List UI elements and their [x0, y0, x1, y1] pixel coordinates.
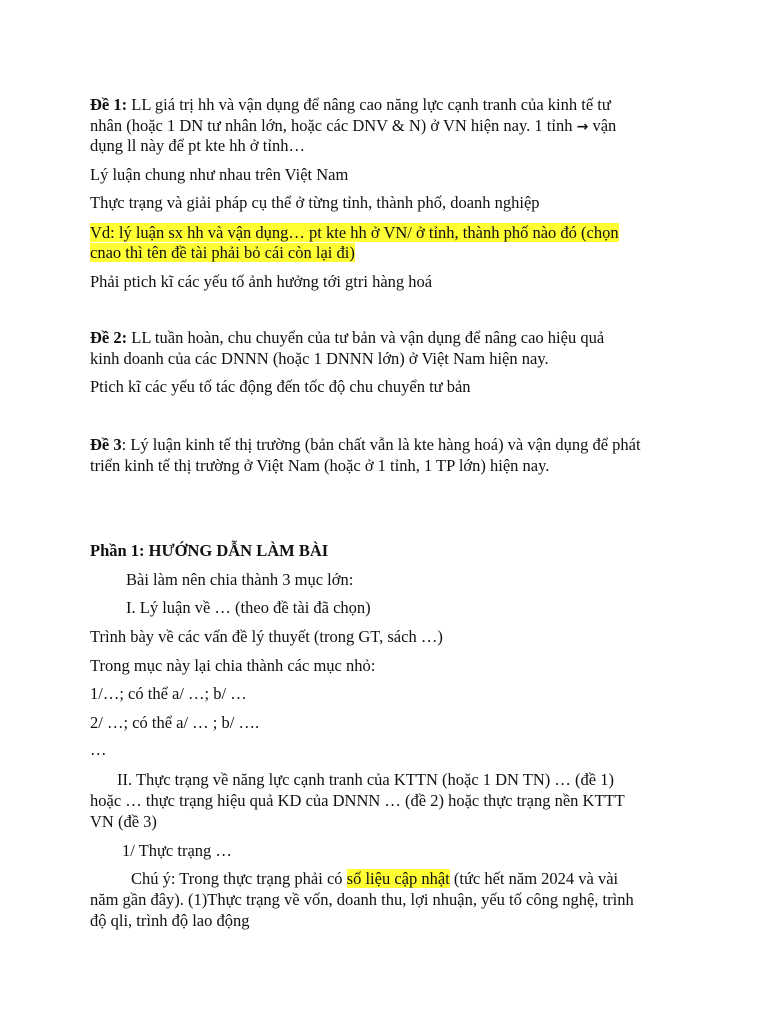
muc1-desc [90, 627, 443, 647]
chu-y-highlight: số liệu cập nhật [346, 869, 450, 888]
de3-line-1 [90, 435, 641, 455]
de1-note-1-text: Lý luận chung như nhau trên Việt Nam [90, 165, 349, 184]
muc1-item-2-text: 2/ …; có thể a/ … ; b/ …. [90, 713, 260, 732]
de1-note-1 [90, 165, 348, 185]
muc1-desc-text: Trình bày về các vấn đề lý thuyết (trong GT, sách …) [90, 627, 443, 646]
de2-line-1 [90, 328, 604, 348]
muc1-title-text: I. Lý luận về … (theo đề tài đã chọn) [126, 598, 371, 617]
muc2-line-3 [90, 812, 157, 832]
de1-note-3 [90, 272, 432, 292]
de1-note-2 [90, 193, 540, 213]
de1-note-3-text: Phải ptich kĩ các yếu tố ảnh hưởng tới gtri hàng hoá [90, 272, 433, 291]
de2-line-2 [90, 349, 549, 369]
muc1-ellipsis [90, 740, 107, 760]
de2-text-2: kinh doanh của các DNNN (hoặc 1 DNNN lớn) ở Việt Nam hiện nay. [90, 349, 549, 368]
right-arrow-icon: → [576, 119, 589, 135]
de3-text-2: triển kinh tế thị trường ở Việt Nam (hoặc ở 1 tỉnh, 1 TP lớn) hiện nay. [90, 456, 550, 475]
de1-highlight-1-text: Vd: lý luận sx hh và vận dụng… pt kte hh ở VN/ ở tỉnh, thành phố nào đó (chọn [90, 223, 619, 242]
phan1-intro-text: Bài làm nên chia thành 3 mục lớn: [126, 570, 354, 589]
phan1-heading [90, 541, 328, 561]
muc1-item-2 [90, 713, 259, 733]
muc1-sub [90, 656, 375, 676]
de1-line-1 [90, 95, 611, 115]
chu-y-line-2-text: năm gần đây). (1)Thực trạng về vốn, doanh thu, lợi nhuận, yếu tố công nghệ, trình [90, 890, 634, 909]
muc2-sub-1 [122, 841, 232, 861]
de3-text-1: : Lý luận kinh tế thị trường (bản chất vẫn là kte hàng hoá) và vận dụng để phát [121, 435, 641, 454]
muc1-title [126, 598, 371, 618]
muc1-item-1-text: 1/…; có thể a/ …; b/ … [90, 684, 247, 703]
muc2-line-3-text: VN (đề 3) [90, 812, 157, 831]
de1-note-2-text: Thực trạng và giải pháp cụ thể ở từng tỉnh, thành phố, doanh nghiệp [90, 193, 540, 212]
chu-y-suffix: (tức hết năm 2024 và vài [449, 869, 619, 888]
de2-label: Đề 2: [90, 328, 128, 347]
muc2-line-1-text: II. Thực trạng về năng lực cạnh tranh của KTTN (hoặc 1 DN TN) … (đề 1) [117, 770, 614, 789]
muc2-line-2-text: hoặc … thực trạng hiệu quả KD của DNNN … (đề 2) hoặc thực trạng nền KTTT [90, 791, 625, 810]
chu-y-line-1 [131, 869, 618, 889]
de2-text-1: LL tuần hoàn, chu chuyển của tư bản và vận dụng để nâng cao hiệu quả [127, 328, 605, 347]
de3-line-2 [90, 456, 549, 476]
muc2-line-1 [117, 770, 614, 790]
muc1-ellipsis-text: … [90, 740, 107, 759]
muc1-sub-text: Trong mục này lại chia thành các mục nhỏ: [90, 656, 376, 675]
de1-line-3 [90, 136, 305, 156]
phan1-intro [126, 570, 353, 590]
de1-text-1: LL giá trị hh và vận dụng để nâng cao năng lực cạnh tranh của kinh tế tư [127, 95, 611, 114]
de1-text-2: nhân (hoặc 1 DN tư nhân lớn, hoặc các DNV & N) ở VN hiện nay. 1 tỉnh [90, 116, 573, 135]
de2-note-1 [90, 377, 471, 397]
de1-text-2-end: vận [588, 116, 617, 135]
de1-label: Đề 1: [90, 95, 128, 114]
de1-line-2 [90, 116, 616, 137]
de1-highlight-2-text: cnao thì tên đề tài phải bỏ cái còn lại đi) [90, 243, 355, 262]
chu-y-line-3 [90, 911, 250, 931]
muc1-item-1 [90, 684, 247, 704]
muc2-sub-1-text: 1/ Thực trạng … [122, 841, 232, 860]
de1-highlight-1 [90, 223, 619, 243]
muc2-line-2 [90, 791, 625, 811]
de1-highlight-2 [90, 243, 355, 263]
de1-text-3: dụng ll này để pt kte hh ở tỉnh… [90, 136, 305, 155]
chu-y-prefix: Chú ý: Trong thực trạng phải có [131, 869, 347, 888]
chu-y-line-3-text: độ qli, trình độ lao động [90, 911, 250, 930]
de3-label: Đề 3 [90, 435, 122, 454]
phan1-heading-text: Phần 1: HƯỚNG DẪN LÀM BÀI [90, 541, 329, 560]
chu-y-line-2 [90, 890, 634, 910]
de2-note-1-text: Ptich kĩ các yếu tố tác động đến tốc độ chu chuyển tư bản [90, 377, 471, 396]
